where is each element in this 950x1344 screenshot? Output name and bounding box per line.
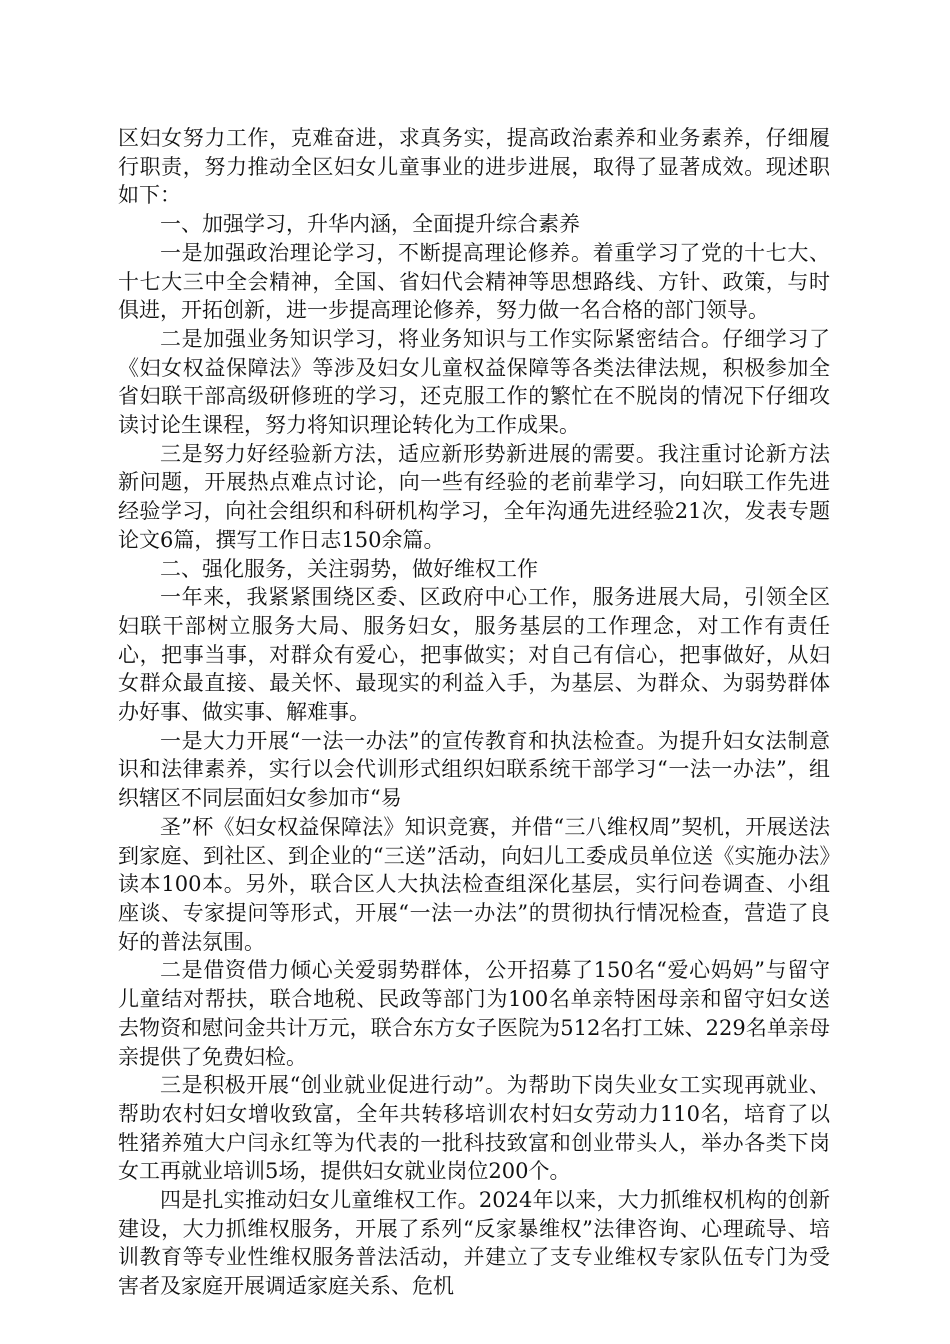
paragraph: 四是扎实推动妇女儿童维权工作。2024年以来，大力抓维权机构的创新建设，大力抓维权服务，开展了系列“反家暴维权”法律咨询、心理疏导、培训教育等专业性维权服务普法活动，并建立了支专业维权专家队伍专门为受害者及家庭开展调适家庭关系、危机 — [118, 1188, 830, 1299]
paragraph: 三是努力好经验新方法，适应新形势新进展的需要。我注重讨论新方法新问题，开展热点难点讨论，向一些有经验的老前辈学习，向妇联工作先进经验学习，向社会组织和科研机构学习，全年沟通先进经验21次，发表专题论文6篇，撰写工作日志150余篇。 — [118, 441, 830, 552]
paragraph: 一是大力开展“一法一办法”的宣传教育和执法检查。为提升妇女法制意识和法律素养，实行以会代训形式组织妇联系统干部学习“一法一办法”，组织辖区不同层面妇女参加市“易 — [118, 728, 830, 811]
section-heading: 二、强化服务，关注弱势，做好维权工作 — [160, 556, 538, 581]
section-heading: 一、加强学习，升华内涵，全面提升综合素养 — [160, 212, 580, 237]
document-body — [118, 124, 830, 1301]
paragraph: 一是加强政治理论学习，不断提高理论修养。着重学习了党的十七大、十七大三中全会精神，全国、省妇代会精神等思想路线、方针、政策，与时俱进，开拓创新，进一步提高理论修养，努力做一名合格的部门领导。 — [118, 240, 830, 323]
paragraph: 圣”杯《妇女权益保障法》知识竞赛，并借“三八维权周”契机，开展送法到家庭、到社区、到企业的“三送”活动，向妇儿工委成员单位送《实施办法》读本100本。另外，联合区人大执法检查组深化基层，实行问卷调查、小组座谈、专家提问等形式，开展“一法一办法”的贯彻执行情况检查，营造了良好的普法氛围。 — [118, 814, 830, 954]
paragraph: 区妇女努力工作，克难奋进，求真务实，提高政治素养和业务素养，仔细履行职责，努力推动全区妇女儿童事业的进步进展，取得了显著成效。现述职如下： — [118, 126, 830, 208]
paragraph: 一年来，我紧紧围绕区委、区政府中心工作，服务进展大局，引领全区妇联干部树立服务大局、服务妇女，服务基层的工作理念，对工作有责任心，把事当事，对群众有爱心，把事做实；对自己有信心，把事做好，从妇女群众最直接、最关怀、最现实的利益入手，为基层、为群众、为弱势群体办好事、做实事、解难事。 — [118, 585, 830, 725]
paragraph: 三是积极开展“创业就业促进行动”。为帮助下岗失业女工实现再就业、帮助农村妇女增收致富，全年共转移培训农村妇女劳动力110名，培育了以牲猪养殖大户闫永红等为代表的一批科技致富和创业带头人，举办各类下岗女工再就业培训5场，提供妇女就业岗位200个。 — [118, 1073, 830, 1184]
paragraph: 二是加强业务知识学习，将业务知识与工作实际紧密结合。仔细学习了《妇女权益保障法》等涉及妇女儿童权益保障等各类法律法规，积极参加全省妇联干部高级研修班的学习，还克服工作的繁忙在不脱岗的情况下仔细攻读讨论生课程，努力将知识理论转化为工作成果。 — [118, 326, 830, 438]
paragraph: 二是借资借力倾心关爱弱势群体，公开招募了150名“爱心妈妈”与留守儿童结对帮扶，联合地税、民政等部门为100名单亲特困母亲和留守妇女送去物资和慰问金共计万元，联合东方女子医院为512名打工妹、229名单亲母亲提供了免费妇检。 — [118, 958, 830, 1069]
